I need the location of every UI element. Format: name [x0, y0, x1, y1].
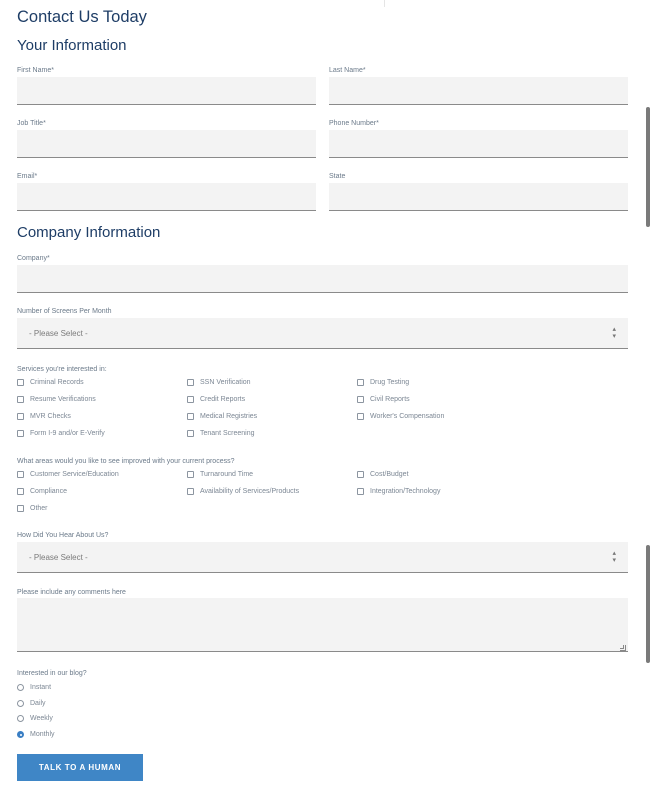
- top-divider: [384, 0, 385, 7]
- checkbox-icon[interactable]: [187, 471, 194, 478]
- checkbox-availability[interactable]: Availability of Services/Products: [187, 488, 299, 495]
- blog-label: Interested in our blog?: [17, 670, 87, 677]
- checkbox-medical-registries[interactable]: Medical Registries: [187, 413, 257, 420]
- radio-daily[interactable]: Daily: [17, 700, 46, 707]
- checkbox-icon[interactable]: [187, 413, 194, 420]
- checkbox-drug-testing[interactable]: Drug Testing: [357, 379, 409, 386]
- radio-weekly[interactable]: Weekly: [17, 715, 53, 722]
- first-name-field[interactable]: [17, 77, 316, 105]
- select-arrows-icon: ▴ ▾: [612, 550, 616, 564]
- comments-label: Please include any comments here: [17, 589, 126, 596]
- checkbox-icon[interactable]: [17, 505, 24, 512]
- company-label: Company*: [17, 255, 50, 262]
- comments-textarea[interactable]: [17, 598, 628, 652]
- select-arrows-icon: ▴ ▾: [612, 326, 616, 340]
- radio-instant[interactable]: Instant: [17, 684, 51, 691]
- services-label: Services you're interested in:: [17, 366, 107, 373]
- checkbox-workers-compensation[interactable]: Worker's Compensation: [357, 413, 444, 420]
- job-title-field[interactable]: [17, 130, 316, 158]
- checkbox-other[interactable]: Other: [17, 505, 48, 512]
- checkbox-customer-service[interactable]: Customer Service/Education: [17, 471, 119, 478]
- checkbox-icon[interactable]: [187, 379, 194, 386]
- screens-per-month-label: Number of Screens Per Month: [17, 308, 112, 315]
- checkbox-icon[interactable]: [357, 379, 364, 386]
- your-information-heading: Your Information: [17, 37, 127, 54]
- checkbox-icon[interactable]: [187, 396, 194, 403]
- checkbox-tenant-screening[interactable]: Tenant Screening: [187, 430, 254, 437]
- talk-to-a-human-button[interactable]: TALK TO A HUMAN: [17, 754, 143, 781]
- checkbox-credit-reports[interactable]: Credit Reports: [187, 396, 245, 403]
- checkbox-icon[interactable]: [17, 430, 24, 437]
- radio-checked-icon[interactable]: [17, 731, 24, 738]
- radio-icon[interactable]: [17, 700, 24, 707]
- radio-icon[interactable]: [17, 684, 24, 691]
- scrollbar-thumb-upper[interactable]: [646, 107, 650, 227]
- checkbox-resume-verifications[interactable]: Resume Verifications: [17, 396, 96, 403]
- checkbox-integration-technology[interactable]: Integration/Technology: [357, 488, 440, 495]
- checkbox-ssn-verification[interactable]: SSN Verification: [187, 379, 251, 386]
- scrollbar-thumb-lower[interactable]: [646, 545, 650, 663]
- checkbox-compliance[interactable]: Compliance: [17, 488, 67, 495]
- checkbox-mvr-checks[interactable]: MVR Checks: [17, 413, 71, 420]
- company-information-heading: Company Information: [17, 224, 161, 241]
- last-name-field[interactable]: [329, 77, 628, 105]
- checkbox-turnaround-time[interactable]: Turnaround Time: [187, 471, 253, 478]
- checkbox-icon[interactable]: [187, 430, 194, 437]
- resize-grip-icon[interactable]: [620, 645, 626, 651]
- screens-per-month-value: - Please Select -: [29, 328, 88, 338]
- screens-per-month-select[interactable]: [17, 318, 628, 349]
- phone-field[interactable]: [329, 130, 628, 158]
- checkbox-cost-budget[interactable]: Cost/Budget: [357, 471, 409, 478]
- last-name-label: Last Name*: [329, 67, 366, 74]
- checkbox-icon[interactable]: [17, 413, 24, 420]
- email-field[interactable]: [17, 183, 316, 211]
- first-name-label: First Name*: [17, 67, 54, 74]
- state-label: State: [329, 173, 346, 180]
- checkbox-civil-reports[interactable]: Civil Reports: [357, 396, 410, 403]
- checkbox-icon[interactable]: [17, 471, 24, 478]
- radio-monthly[interactable]: Monthly: [17, 731, 55, 738]
- email-label: Email*: [17, 173, 38, 180]
- checkbox-icon[interactable]: [17, 379, 24, 386]
- job-title-label: Job Title*: [17, 120, 46, 127]
- checkbox-form-i9-everify[interactable]: Form I-9 and/or E-Verify: [17, 430, 105, 437]
- hear-about-select[interactable]: [17, 542, 628, 573]
- form-title: Contact Us Today: [17, 8, 147, 26]
- checkbox-icon[interactable]: [357, 471, 364, 478]
- checkbox-icon[interactable]: [357, 413, 364, 420]
- checkbox-icon[interactable]: [187, 488, 194, 495]
- hear-about-label: How Did You Hear About Us?: [17, 532, 109, 539]
- improvements-label: What areas would you like to see improved with your current process?: [17, 458, 235, 465]
- radio-icon[interactable]: [17, 715, 24, 722]
- company-field[interactable]: [17, 265, 628, 293]
- checkbox-criminal-records[interactable]: Criminal Records: [17, 379, 84, 386]
- checkbox-icon[interactable]: [17, 396, 24, 403]
- phone-label: Phone Number*: [329, 120, 379, 127]
- hear-about-value: - Please Select -: [29, 552, 88, 562]
- checkbox-icon[interactable]: [357, 396, 364, 403]
- checkbox-icon[interactable]: [357, 488, 364, 495]
- state-field[interactable]: [329, 183, 628, 211]
- checkbox-icon[interactable]: [17, 488, 24, 495]
